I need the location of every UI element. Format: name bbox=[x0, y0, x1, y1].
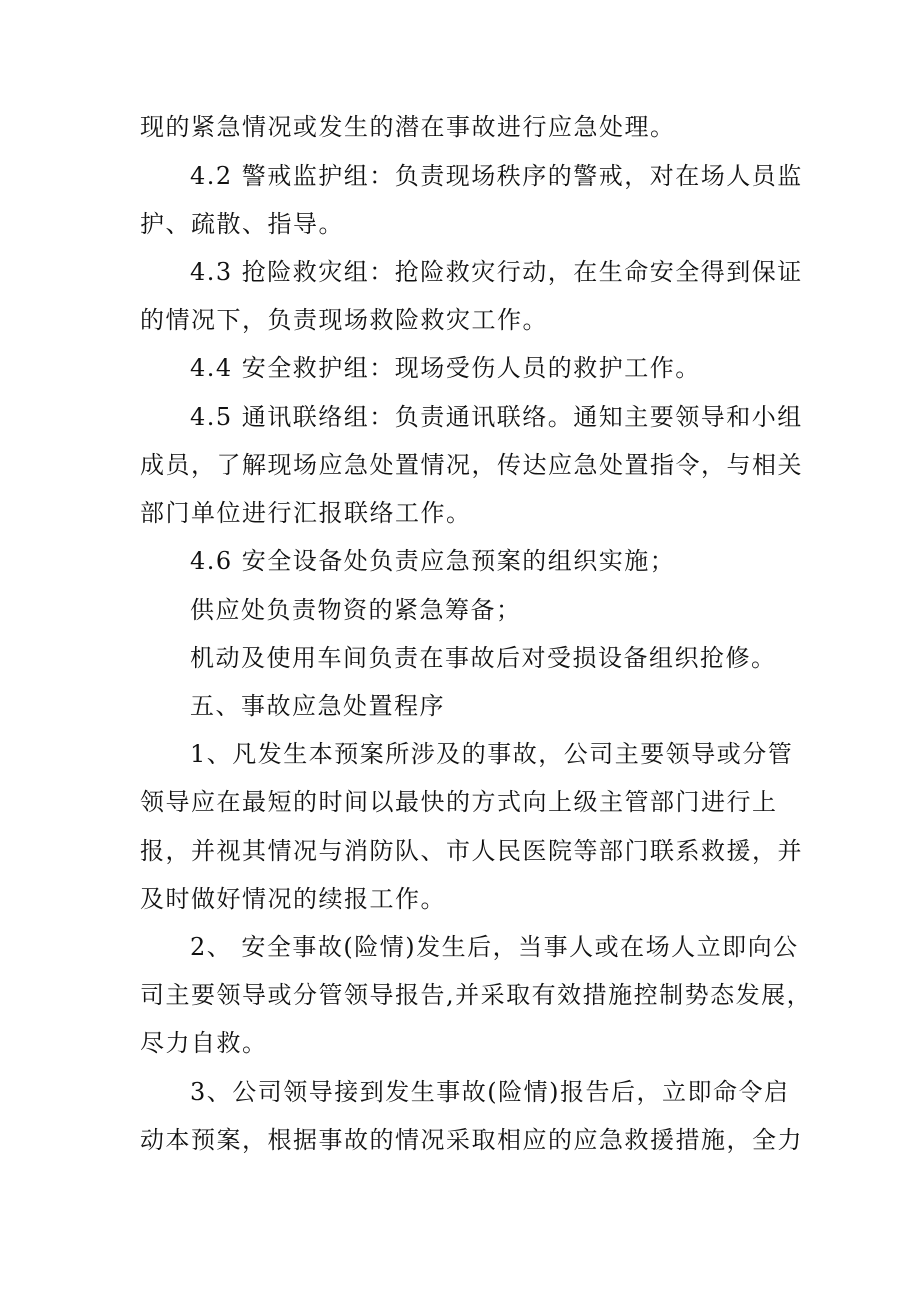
text-line: 护、疏散、指导。 bbox=[140, 210, 344, 238]
text-line: 报，并视其情况与消防队、市人民医院等部门联系救援，并 bbox=[140, 837, 803, 865]
text-line: 1、凡发生本预案所涉及的事故，公司主要领导或分管 bbox=[190, 740, 794, 768]
text-line: 领导应在最短的时间以最快的方式向上级主管部门进行上 bbox=[140, 788, 778, 816]
text-line: 4.6 安全设备处负责应急预案的组织实施； bbox=[190, 547, 676, 575]
text-line: 4.2 警戒监护组：负责现场秩序的警戒，对在场人员监 bbox=[190, 162, 803, 190]
text-line: 的情况下，负责现场救险救灾工作。 bbox=[140, 306, 548, 334]
text-line: 现的紧急情况或发生的潜在事故进行应急处理。 bbox=[140, 113, 676, 141]
text-line: 动本预案，根据事故的情况采取相应的应急救援措施，全力 bbox=[140, 1126, 803, 1154]
text-line: 4.4 安全救护组：现场受伤人员的救护工作。 bbox=[190, 354, 701, 382]
text-line: 成员，了解现场应急处置情况，传达应急处置指令，与相关 bbox=[140, 451, 803, 479]
text-line: 4.5 通讯联络组：负责通讯联络。通知主要领导和小组 bbox=[190, 403, 803, 431]
text-line: 4.3 抢险救灾组：抢险救灾行动，在生命安全得到保证 bbox=[190, 258, 803, 286]
text-line: 尽力自救。 bbox=[140, 1029, 268, 1057]
section-heading: 五、事故应急处置程序 bbox=[190, 692, 445, 720]
text-line: 2、 安全事故(险情)发生后，当事人或在场人立即向公 bbox=[190, 933, 799, 961]
text-line: 机动及使用车间负责在事故后对受损设备组织抢修。 bbox=[190, 644, 777, 672]
text-line: 及时做好情况的续报工作。 bbox=[140, 885, 446, 913]
text-line: 司主要领导或分管领导报告,并采取有效措施控制势态发展， bbox=[140, 981, 813, 1009]
text-line: 3、公司领导接到发生事故(险情)报告后，立即命令启 bbox=[190, 1078, 790, 1106]
text-line: 供应处负责物资的紧急筹备； bbox=[190, 596, 522, 624]
text-line: 部门单位进行汇报联络工作。 bbox=[140, 499, 472, 527]
